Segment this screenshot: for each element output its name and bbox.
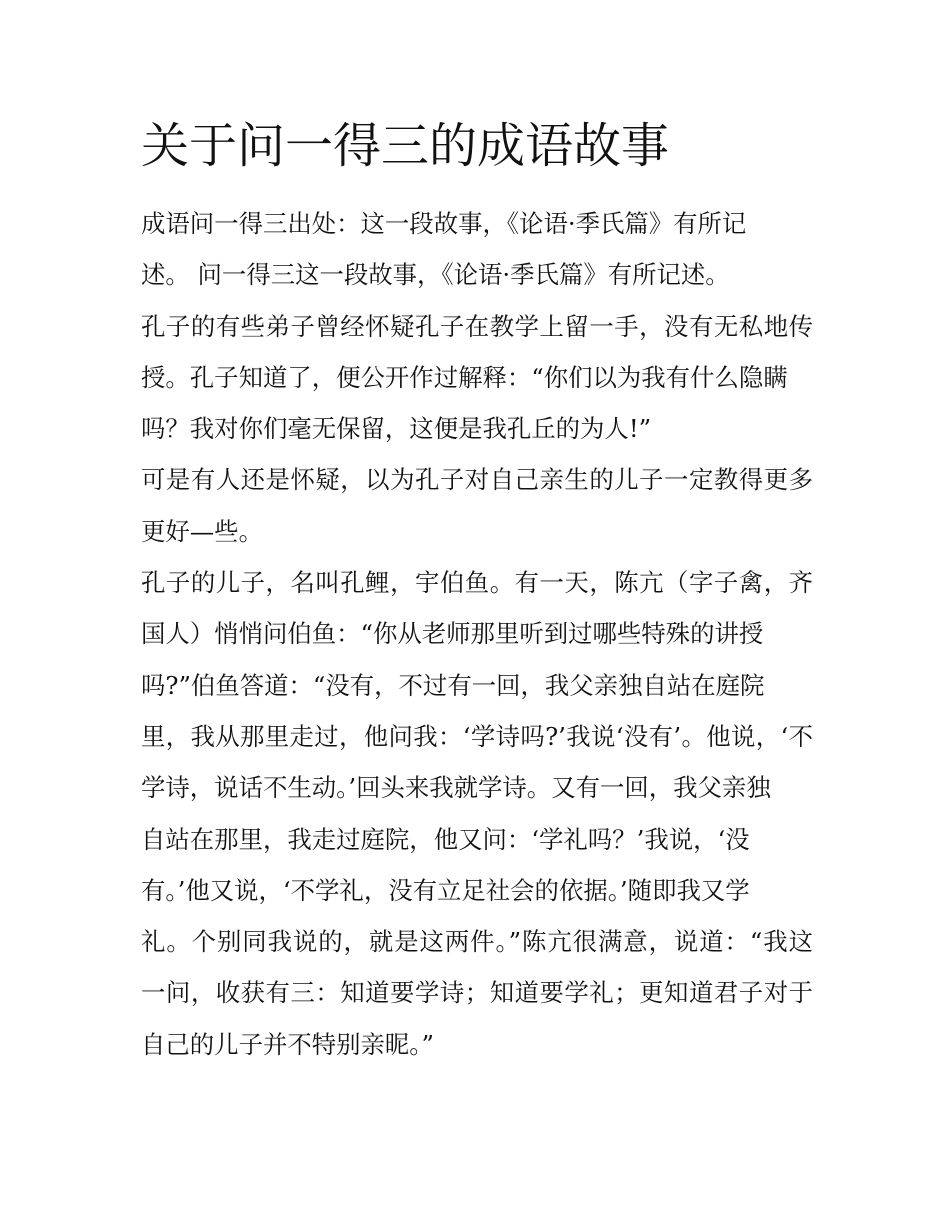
text-line-4: 授。孔子知道了，便公开作过解释：“你们以为我有什么隐瞒: [141, 362, 788, 392]
text-line-14: 有。’他又说，‘不学礼，没有立足社会的依据。’随即我又学: [141, 875, 750, 905]
document-title: 关于问一得三的成语故事: [141, 118, 670, 174]
text-line-11: 里，我从那里走过，他问我：‘学诗吗?’我说‘没有’。他说，‘不: [141, 721, 813, 751]
document-body: [141, 198, 813, 1070]
text-line-15: 礼。个别同我说的，就是这两件。”陈亢很满意，说道：“我这: [141, 927, 813, 957]
text-line-8: 孔子的儿子，名叫孔鲤，宇伯鱼。有一天，陈亢（字子禽，齐: [141, 568, 813, 598]
text-line-6: 可是有人还是怀疑，以为孔子对自己亲生的儿子一定教得更多: [141, 465, 813, 495]
document-page: [141, 112, 813, 1070]
text-line-7: 更好—些。: [141, 516, 263, 546]
text-line-2: 述。 问一得三这一段故事，《论语·季氏篇》有所记述。: [141, 260, 730, 290]
text-line-10: 吗?”伯鱼答道：“没有，不过有一回，我父亲独自站在庭院: [141, 670, 765, 700]
text-line-1: 成语问一得三出处：这一段故事，《论语·季氏篇》有所记: [141, 209, 747, 238]
text-line-13: 自站在那里，我走过庭院，他又问：‘学礼吗？’我说，‘没: [141, 824, 750, 854]
text-line-5: 吗？我对你们毫无保留，这便是我孔丘的为人!”: [141, 414, 652, 444]
text-line-9: 国人）悄悄问伯鱼：“你从老师那里听到过哪些特殊的讲授: [141, 619, 764, 649]
text-line-17: 自己的儿子并不特别亲昵。”: [141, 1029, 434, 1059]
text-line-12: 学诗，说话不生动。’回头来我就学诗。又有一回，我父亲独: [141, 773, 771, 803]
text-line-3: 孔子的有些弟子曾经怀疑孔子在教学上留一手，没有无私地传: [141, 311, 813, 341]
text-line-16: 一问，收获有三：知道要学诗；知道要学礼；更知道君子对于: [141, 978, 813, 1008]
